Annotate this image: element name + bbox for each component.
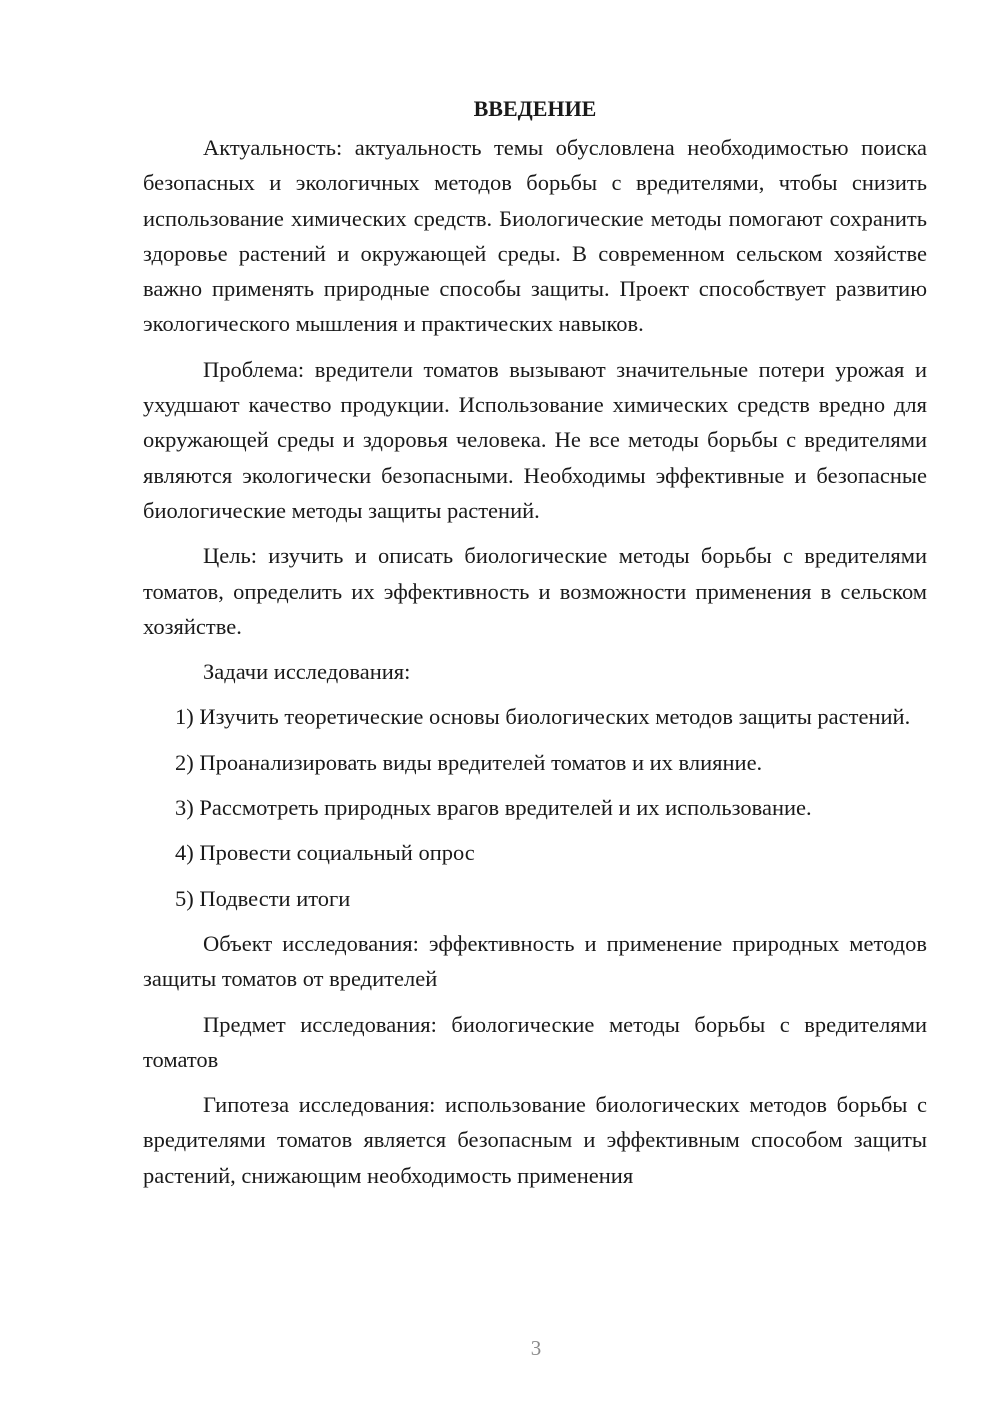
goal-paragraph: Цель: изучить и описать биологические методы борьбы с вредителями томатов, определить их эффективность и возможности применения в сельском хозяйстве.	[143, 543, 927, 639]
relevance-paragraph: Актуальность: актуальность темы обусловлена необходимостью поиска безопасных и экологичных методов борьбы с вредителями, чтобы снизить использование химических средств. Биологические методы помогают сохранить здоровье растений и окружающей среды. В современном сельском хозяйстве важно применять природные способы защиты. Проект способствует развитию экологического мышления и практических навыков.	[143, 135, 927, 337]
document-page	[143, 92, 927, 1193]
task-item: 2) Проанализировать виды вредителей томатов и их влияние.	[175, 749, 763, 775]
task-item: 1) Изучить теоретические основы биологических методов защиты растений.	[175, 704, 911, 730]
tasks-title: Задачи исследования:	[203, 659, 411, 685]
hypothesis-paragraph: Гипотеза исследования: использование биологических методов борьбы с вредителями томатов является безопасным и эффективным способом защиты растений, снижающим необходимость применения	[143, 1092, 927, 1188]
task-item: 3) Рассмотреть природных врагов вредителей и их использование.	[175, 795, 812, 821]
section-heading: ВВЕДЕНИЕ	[473, 96, 597, 121]
page-number: 3	[530, 1336, 542, 1360]
problem-paragraph: Проблема: вредители томатов вызывают значительные потери урожая и ухудшают качество продукции. Использование химических средств вредно для окружающей среды и здоровья человека. Не все методы борьбы с вредителями являются экологически безопасными. Необходимы эффективные и безопасные биологические методы защиты растений.	[143, 356, 927, 523]
subject-paragraph: Предмет исследования: биологические методы борьбы с вредителями томатов	[143, 1011, 927, 1072]
task-item: 4) Провести социальный опрос	[175, 840, 475, 866]
object-paragraph: Объект исследования: эффективность и применение природных методов защиты томатов от вредителей	[143, 930, 927, 992]
task-item: 5) Подвести итоги	[175, 885, 351, 911]
